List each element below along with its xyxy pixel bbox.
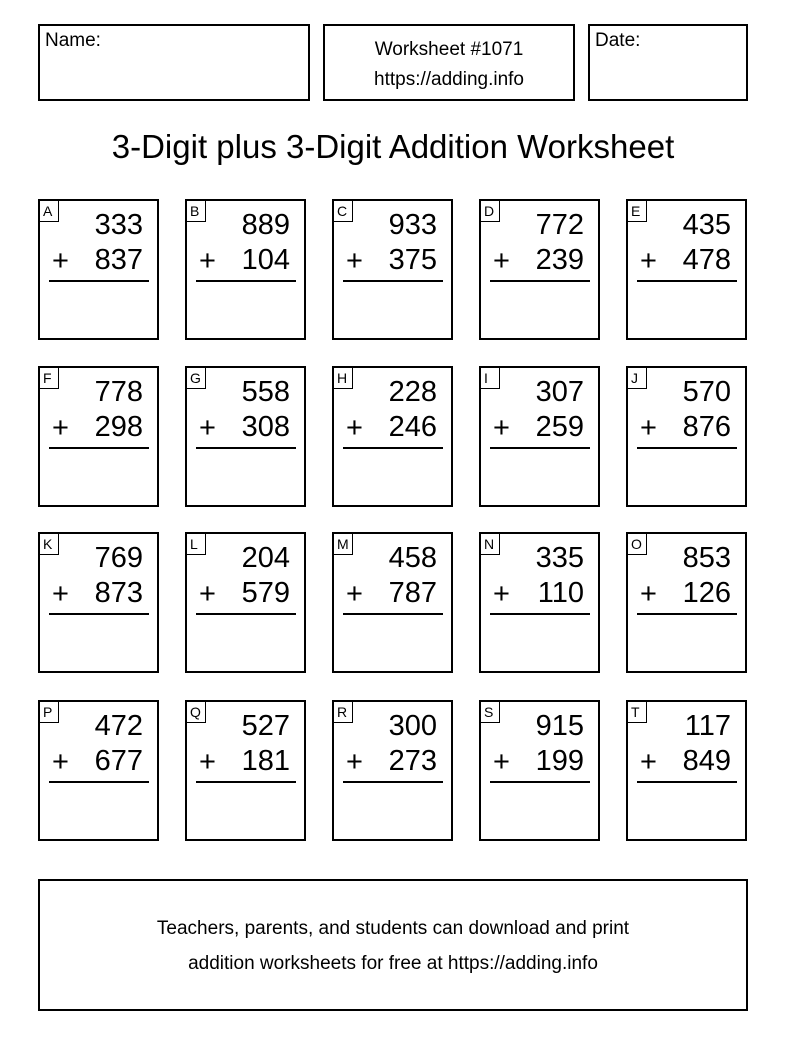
addend-top: 772: [535, 209, 584, 241]
problem-box[interactable]: [185, 532, 306, 673]
addend-top: 204: [241, 542, 290, 574]
worksheet-number: Worksheet #1071: [374, 39, 524, 60]
addend-bottom: 677: [94, 745, 143, 777]
problem-letter: N: [480, 533, 500, 555]
addend-bottom: 579: [241, 577, 290, 609]
problem-box[interactable]: [185, 199, 306, 340]
addend-top: 300: [388, 710, 437, 742]
worksheet-info-box: [323, 24, 575, 101]
plus-sign: +: [199, 578, 216, 610]
addend-bottom: 787: [388, 577, 437, 609]
problem-box[interactable]: [479, 700, 600, 841]
addend-bottom: 849: [682, 745, 731, 777]
answer-line: [490, 613, 590, 615]
problem-letter: J: [627, 367, 647, 389]
plus-sign: +: [346, 412, 363, 444]
addend-top: 472: [94, 710, 143, 742]
answer-line: [490, 447, 590, 449]
answer-line: [49, 447, 149, 449]
problem-letter: I: [480, 367, 500, 389]
plus-sign: +: [493, 412, 510, 444]
footer-box: [38, 879, 748, 1011]
addend-top: 778: [94, 376, 143, 408]
problem-letter: T: [627, 701, 647, 723]
addend-bottom: 199: [535, 745, 584, 777]
plus-sign: +: [640, 245, 657, 277]
plus-sign: +: [493, 578, 510, 610]
addend-bottom: 837: [94, 244, 143, 276]
addend-top: 915: [535, 710, 584, 742]
plus-sign: +: [640, 746, 657, 778]
addend-bottom: 246: [388, 411, 437, 443]
worksheet-url[interactable]: https://adding.info: [374, 69, 524, 90]
plus-sign: +: [346, 746, 363, 778]
problem-box[interactable]: [479, 532, 600, 673]
addend-top: 307: [535, 376, 584, 408]
answer-line: [490, 781, 590, 783]
addend-bottom: 239: [535, 244, 584, 276]
addend-bottom: 873: [94, 577, 143, 609]
answer-line: [637, 280, 737, 282]
plus-sign: +: [52, 578, 69, 610]
answer-line: [49, 781, 149, 783]
problem-box[interactable]: [626, 199, 747, 340]
addend-bottom: 126: [682, 577, 731, 609]
problem-letter: S: [480, 701, 500, 723]
problem-box[interactable]: [38, 199, 159, 340]
addend-bottom: 308: [241, 411, 290, 443]
name-label: Name:: [45, 30, 101, 51]
problem-box[interactable]: [185, 366, 306, 507]
problem-letter: O: [627, 533, 647, 555]
addend-top: 435: [682, 209, 731, 241]
addend-top: 333: [94, 209, 143, 241]
addend-top: 933: [388, 209, 437, 241]
addend-top: 558: [241, 376, 290, 408]
plus-sign: +: [199, 245, 216, 277]
answer-line: [196, 447, 296, 449]
problem-letter: B: [186, 200, 206, 222]
problem-box[interactable]: [626, 532, 747, 673]
problem-letter: H: [333, 367, 353, 389]
addend-bottom: 273: [388, 745, 437, 777]
plus-sign: +: [346, 578, 363, 610]
problem-letter: D: [480, 200, 500, 222]
answer-line: [343, 280, 443, 282]
problem-letter: A: [39, 200, 59, 222]
plus-sign: +: [52, 412, 69, 444]
plus-sign: +: [199, 412, 216, 444]
problem-box[interactable]: [332, 532, 453, 673]
date-label: Date:: [595, 30, 641, 51]
plus-sign: +: [52, 746, 69, 778]
plus-sign: +: [640, 578, 657, 610]
date-field[interactable]: [588, 24, 748, 101]
addend-top: 527: [241, 710, 290, 742]
problem-letter: Q: [186, 701, 206, 723]
addend-top: 335: [535, 542, 584, 574]
problem-box[interactable]: [479, 199, 600, 340]
answer-line: [343, 447, 443, 449]
problem-box[interactable]: [332, 199, 453, 340]
problem-box[interactable]: [38, 532, 159, 673]
plus-sign: +: [640, 412, 657, 444]
plus-sign: +: [346, 245, 363, 277]
problem-letter: M: [333, 533, 353, 555]
problem-letter: K: [39, 533, 59, 555]
worksheet-title: 3-Digit plus 3-Digit Addition Worksheet: [111, 128, 675, 165]
answer-line: [196, 280, 296, 282]
footer-line-1: Teachers, parents, and students can download and print: [156, 918, 630, 939]
answer-line: [637, 781, 737, 783]
addend-bottom: 876: [682, 411, 731, 443]
problem-letter: R: [333, 701, 353, 723]
addend-bottom: 110: [537, 577, 584, 609]
addend-top: 570: [682, 376, 731, 408]
problem-box[interactable]: [185, 700, 306, 841]
problem-box[interactable]: [479, 366, 600, 507]
addend-top: 853: [682, 542, 731, 574]
addend-bottom: 259: [535, 411, 584, 443]
problem-box[interactable]: [626, 700, 747, 841]
problem-letter: F: [39, 367, 59, 389]
plus-sign: +: [493, 746, 510, 778]
problem-letter: P: [39, 701, 59, 723]
addend-top: 117: [684, 710, 731, 742]
answer-line: [49, 280, 149, 282]
addend-bottom: 298: [94, 411, 143, 443]
answer-line: [49, 613, 149, 615]
problem-box[interactable]: [38, 366, 159, 507]
plus-sign: +: [52, 245, 69, 277]
answer-line: [196, 781, 296, 783]
answer-line: [196, 613, 296, 615]
addend-top: 458: [388, 542, 437, 574]
addend-bottom: 181: [241, 745, 290, 777]
addend-bottom: 478: [682, 244, 731, 276]
addend-top: 228: [388, 376, 437, 408]
name-field[interactable]: [38, 24, 310, 101]
addend-bottom: 104: [241, 244, 290, 276]
problem-letter: E: [627, 200, 647, 222]
footer-line-2: addition worksheets for free at https://adding.info: [188, 953, 598, 974]
problem-box[interactable]: [332, 366, 453, 507]
problem-letter: G: [186, 367, 206, 389]
plus-sign: +: [493, 245, 510, 277]
answer-line: [637, 613, 737, 615]
addend-top: 769: [94, 542, 143, 574]
addend-top: 889: [241, 209, 290, 241]
problem-box[interactable]: [38, 700, 159, 841]
answer-line: [343, 781, 443, 783]
problem-box[interactable]: [332, 700, 453, 841]
plus-sign: +: [199, 746, 216, 778]
answer-line: [637, 447, 737, 449]
answer-line: [490, 280, 590, 282]
problem-letter: L: [186, 533, 206, 555]
addend-bottom: 375: [388, 244, 437, 276]
problem-letter: C: [333, 200, 353, 222]
problem-box[interactable]: [626, 366, 747, 507]
answer-line: [343, 613, 443, 615]
